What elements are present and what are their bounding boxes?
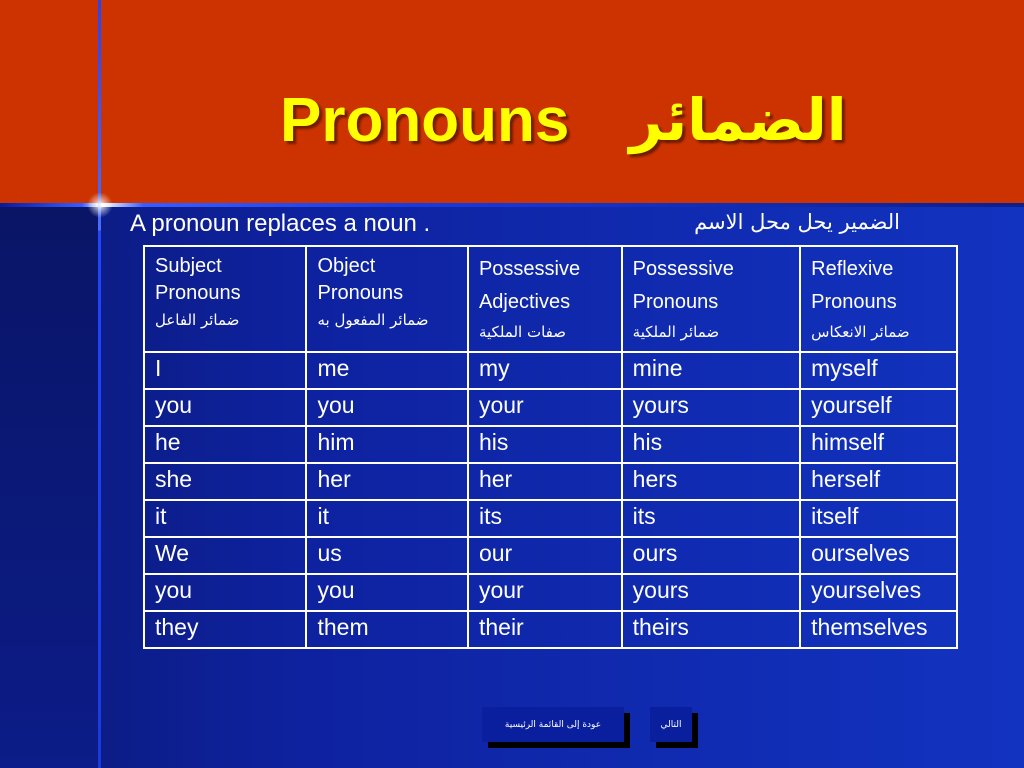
table-cell: ours <box>622 537 800 574</box>
left-strip <box>0 205 100 768</box>
table-cell: you <box>306 389 467 426</box>
header-arabic-label: ضمائر الفاعل <box>155 311 240 329</box>
header-object-pronouns <box>306 246 467 352</box>
definition-arabic: الضمير يحل محل الاسم <box>694 210 900 234</box>
table-cell: yourselves <box>800 574 957 611</box>
table-header-row <box>144 246 957 352</box>
table-cell: I <box>144 352 306 389</box>
header-possessive-pronouns <box>622 246 800 352</box>
header-arabic-label: صفات الملكية <box>478 323 566 341</box>
table-cell: yours <box>622 574 800 611</box>
sparkle-icon <box>85 190 115 220</box>
table-cell: her <box>468 463 622 500</box>
table-cell: it <box>306 500 467 537</box>
table-cell: he <box>144 426 306 463</box>
header-label: Possessive <box>478 258 581 280</box>
table-row <box>144 426 957 463</box>
table-row <box>144 389 957 426</box>
table-cell: her <box>306 463 467 500</box>
next-slide-label: التالي <box>660 719 682 730</box>
back-to-main-menu-label: عودة إلى القائمة الرئيسية <box>504 719 602 730</box>
table-cell: them <box>306 611 467 648</box>
table-cell: it <box>144 500 306 537</box>
header-label: Object <box>317 255 376 277</box>
table-cell: you <box>144 574 306 611</box>
table-row <box>144 537 957 574</box>
pronouns-table <box>143 245 958 649</box>
header-label: Pronouns <box>155 282 241 304</box>
table-cell: yours <box>622 389 800 426</box>
table-cell: your <box>468 389 622 426</box>
vertical-divider-line <box>98 0 101 768</box>
header-label: Pronouns <box>811 291 897 313</box>
table-cell: We <box>144 537 306 574</box>
table-cell: my <box>468 352 622 389</box>
table-cell: hers <box>622 463 800 500</box>
table-cell: him <box>306 426 467 463</box>
header-arabic-label: ضمائر الملكية <box>632 323 720 341</box>
header-reflexive-pronouns <box>800 246 957 352</box>
header-possessive-adjectives <box>468 246 622 352</box>
header-arabic-label: ضمائر الانعكاس <box>811 323 910 341</box>
table-cell: herself <box>800 463 957 500</box>
table-row <box>144 574 957 611</box>
table-cell: yourself <box>800 389 957 426</box>
table-cell: their <box>468 611 622 648</box>
slide-title <box>280 80 847 160</box>
table-row <box>144 611 957 648</box>
table-cell: your <box>468 574 622 611</box>
table-cell: they <box>144 611 306 648</box>
header-label: Possessive <box>632 258 734 280</box>
table-cell: its <box>622 500 800 537</box>
header-label: Pronouns <box>317 282 404 304</box>
table-cell: you <box>306 574 467 611</box>
next-slide-button[interactable] <box>650 707 692 742</box>
header-label: Pronouns <box>632 291 719 313</box>
table-cell: our <box>468 537 622 574</box>
definition-line <box>130 208 900 242</box>
table-cell: theirs <box>622 611 800 648</box>
slide-title-arabic: الضمائر <box>629 86 847 154</box>
table-row <box>144 463 957 500</box>
header-label: Reflexive <box>811 258 894 280</box>
table-cell: himself <box>800 426 957 463</box>
table-cell: itself <box>800 500 957 537</box>
table-cell: ourselves <box>800 537 957 574</box>
table-cell: myself <box>800 352 957 389</box>
table-cell: me <box>306 352 467 389</box>
header-label: Subject <box>155 255 222 277</box>
slide-title-english: Pronouns <box>280 85 570 155</box>
header-label: Adjectives <box>478 291 571 313</box>
table-row <box>144 352 957 389</box>
table-cell: themselves <box>800 611 957 648</box>
definition-english: A pronoun replaces a noun . <box>130 210 431 237</box>
table-cell: you <box>144 389 306 426</box>
table-cell: mine <box>622 352 800 389</box>
table-cell: us <box>306 537 467 574</box>
table-row <box>144 500 957 537</box>
header-arabic-label: ضمائر المفعول به <box>317 311 429 329</box>
table-cell: its <box>468 500 622 537</box>
back-to-main-menu-button[interactable] <box>482 707 624 742</box>
table-cell: she <box>144 463 306 500</box>
table-cell: his <box>622 426 800 463</box>
horizontal-divider-line <box>0 203 1024 207</box>
table-cell: his <box>468 426 622 463</box>
header-subject-pronouns <box>144 246 306 352</box>
